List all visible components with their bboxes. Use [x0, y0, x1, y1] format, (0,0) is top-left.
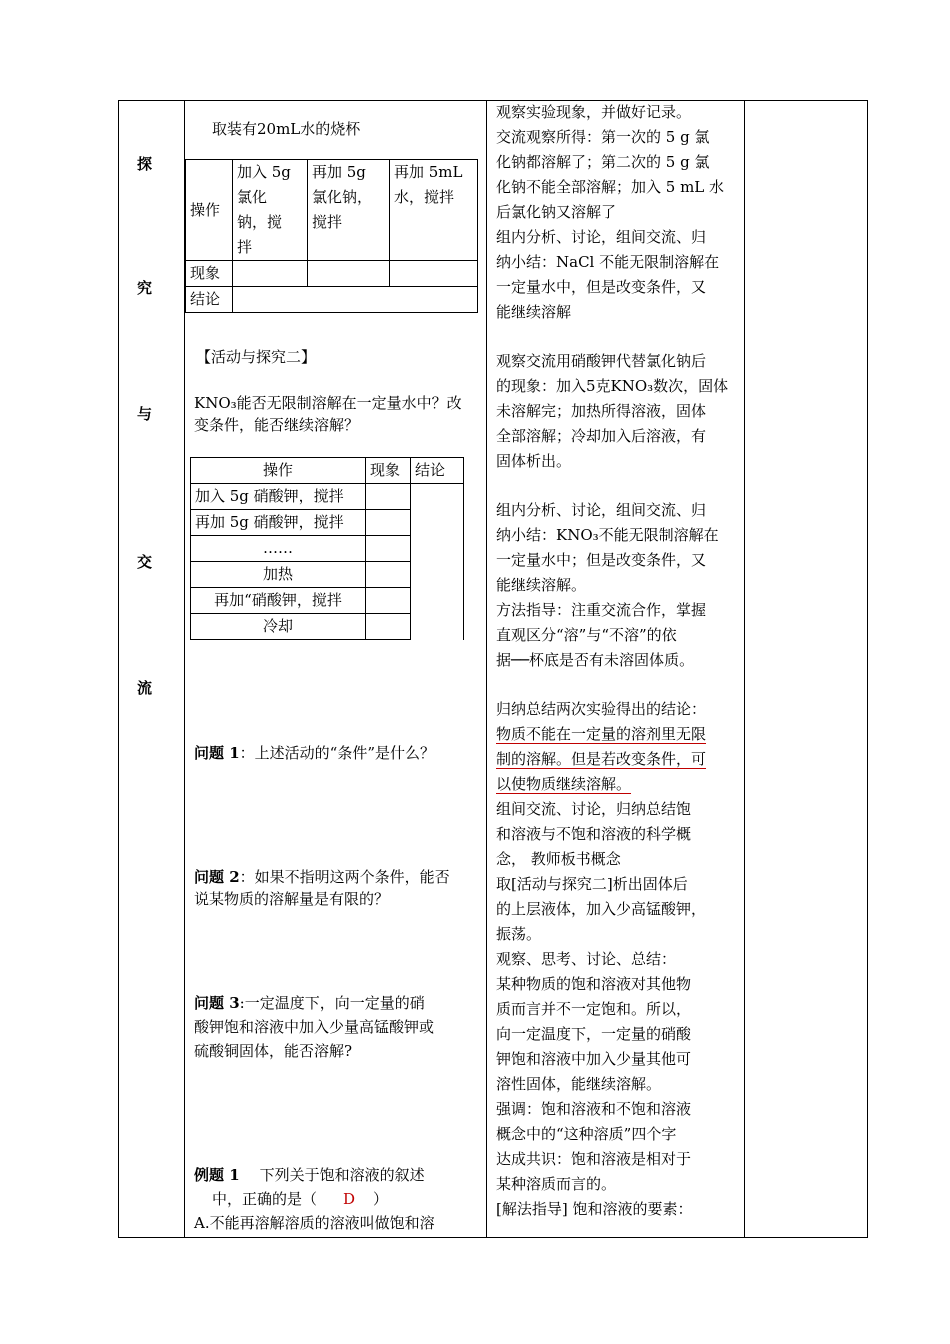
right-text-line: 物质不能在一定量的溶剂里无限	[496, 725, 707, 743]
right-text-line: 能继续溶解。	[496, 576, 587, 594]
right-text-line: 观察交流用硝酸钾代替氯化钠后	[496, 352, 707, 370]
intro-text: 取装有20mL水的烧杯	[212, 120, 361, 138]
right-text-line: 和溶液与不饱和溶液的科学概	[496, 825, 692, 843]
right-text-line: 据──杯底是否有未溶固体质。	[496, 651, 695, 669]
table-cell: 加入 5g 硝酸钾，搅拌	[191, 484, 366, 510]
table-cell: 再加 5g 硝酸钾，搅拌	[191, 510, 366, 536]
table-header-cell: 操作	[186, 160, 233, 261]
side-label-char: 探	[137, 155, 153, 173]
side-label-char: 流	[137, 679, 153, 697]
question-2: 问题 2：如果不指明这两个条件，能否	[194, 868, 450, 886]
right-text-line: 组间交流、讨论，归纳总结饱	[496, 800, 692, 818]
answer: D	[343, 1190, 356, 1208]
table-cell: 再加 5g 氯化钠， 搅拌	[308, 160, 390, 261]
table-cell: 再加 5mL 水，搅拌	[390, 160, 478, 261]
table-cell: 冷却	[191, 614, 366, 640]
right-text-line: 振荡。	[496, 925, 542, 943]
column-divider	[486, 101, 487, 1237]
right-text-line: 纳小结：NaCl 不能无限制溶解在	[496, 253, 720, 271]
right-text-line: 组内分析、讨论，组间交流、归	[496, 501, 707, 519]
table-cell: 加入 5g 氯化 钠，搅 拌	[233, 160, 308, 261]
right-text-line: 钾饱和溶液中加入少量其他可	[496, 1050, 692, 1068]
right-text-line: 化钠不能全部溶解；加入 5 mL 水	[496, 178, 725, 196]
right-text-line: 交流观察所得：第一次的 5 g 氯	[496, 128, 710, 146]
right-text-line: 强调：饱和溶液和不饱和溶液	[496, 1100, 692, 1118]
right-text-line: 纳小结：KNO₃不能无限制溶解在	[496, 526, 719, 544]
right-text-line: 能继续溶解	[496, 303, 572, 321]
question-3: 问题 3:一定温度下，向一定量的硝	[194, 994, 425, 1012]
experiment-table-1	[185, 159, 478, 313]
example-1-cont: 中，正确的是（ D ）	[212, 1190, 389, 1208]
right-text-line: 组内分析、讨论，组间交流、归	[496, 228, 707, 246]
summary-intro: 归纳总结两次实验得出的结论：	[496, 700, 707, 718]
question-2-cont: 说某物质的溶解量是有限的？	[194, 890, 390, 908]
table-header-cell: 操作	[191, 458, 366, 484]
question-text: KNO₃能否无限制溶解在一定量水中？改	[194, 394, 462, 412]
right-text-line: 的上层液体，加入少高锰酸钾，	[496, 900, 707, 918]
right-text-line: 观察、思考、讨论、总结：	[496, 950, 677, 968]
right-text-line: 取[活动与探究二]析出固体后	[496, 875, 688, 893]
example-option-a: A.不能再溶解溶质的溶液叫做饱和溶	[194, 1214, 435, 1232]
right-text-line: [解法指导] 饱和溶液的要素：	[496, 1200, 693, 1218]
table-cell: 再加“硝酸钾，搅拌	[191, 588, 366, 614]
right-text-line: 直观区分“溶”与“不溶”的依	[496, 626, 677, 644]
right-text-line: 观察实验现象，并做好记录。	[496, 103, 692, 121]
right-text-line: 制的溶解。但是若改变条件，可	[496, 750, 707, 768]
right-text-line: 后氯化钠又溶解了	[496, 203, 617, 221]
right-text-line: 以使物质继续溶解。	[496, 775, 632, 793]
table-header-cell: 结论	[186, 287, 233, 313]
question-3-cont: 酸钾饱和溶液中加入少量高锰酸钾或	[194, 1018, 435, 1036]
right-text-line: 固体析出。	[496, 452, 572, 470]
question-1: 问题 1：上述活动的“条件”是什么？	[194, 744, 436, 762]
right-text-line: 某种物质的饱和溶液对其他物	[496, 975, 692, 993]
question-text: 变条件，能否继续溶解？	[194, 416, 360, 434]
table-header-cell: 现象	[186, 261, 233, 287]
table-header-cell: 现象	[366, 458, 411, 484]
right-text-line: 某种溶质而言的。	[496, 1175, 617, 1193]
table-header-cell: 结论	[411, 458, 464, 484]
right-text-line: 向一定温度下，一定量的硝酸	[496, 1025, 692, 1043]
right-text-line: 质而言并不一定饱和。所以，	[496, 1000, 692, 1018]
right-text-line: 化钠都溶解了；第二次的 5 g 氯	[496, 153, 710, 171]
question-3-cont: 硫酸铜固体，能否溶解?	[194, 1042, 353, 1060]
column-divider	[744, 101, 745, 1237]
right-text-line: 达成共识：饱和溶液是相对于	[496, 1150, 692, 1168]
activity-heading: 【活动与探究二】	[196, 348, 317, 366]
right-text-line: 念， 教师板书概念	[496, 850, 621, 868]
experiment-table-2	[190, 457, 464, 640]
right-text-line: 方法指导：注重交流合作，掌握	[496, 601, 707, 619]
right-text-line: 概念中的“这种溶质”四个字	[496, 1125, 677, 1143]
table-cell: 加热	[191, 562, 366, 588]
side-label-char: 究	[137, 279, 153, 297]
right-text-line: 的现象：加入5克KNO₃数次，固体	[496, 377, 729, 395]
right-text-line: 溶性固体，能继续溶解。	[496, 1075, 662, 1093]
side-label-char: 与	[137, 405, 153, 423]
example-1: 例题 1 下列关于饱和溶液的叙述	[194, 1166, 425, 1184]
right-text-line: 一定量水中；但是改变条件，又	[496, 551, 707, 569]
side-label-char: 交	[137, 553, 153, 571]
table-cell: ……	[191, 536, 366, 562]
right-text-line: 未溶解完；加热所得溶液，固体	[496, 402, 707, 420]
right-text-line: 全部溶解；冷却加入后溶液，有	[496, 427, 707, 445]
right-text-line: 一定量水中，但是改变条件，又	[496, 278, 707, 296]
